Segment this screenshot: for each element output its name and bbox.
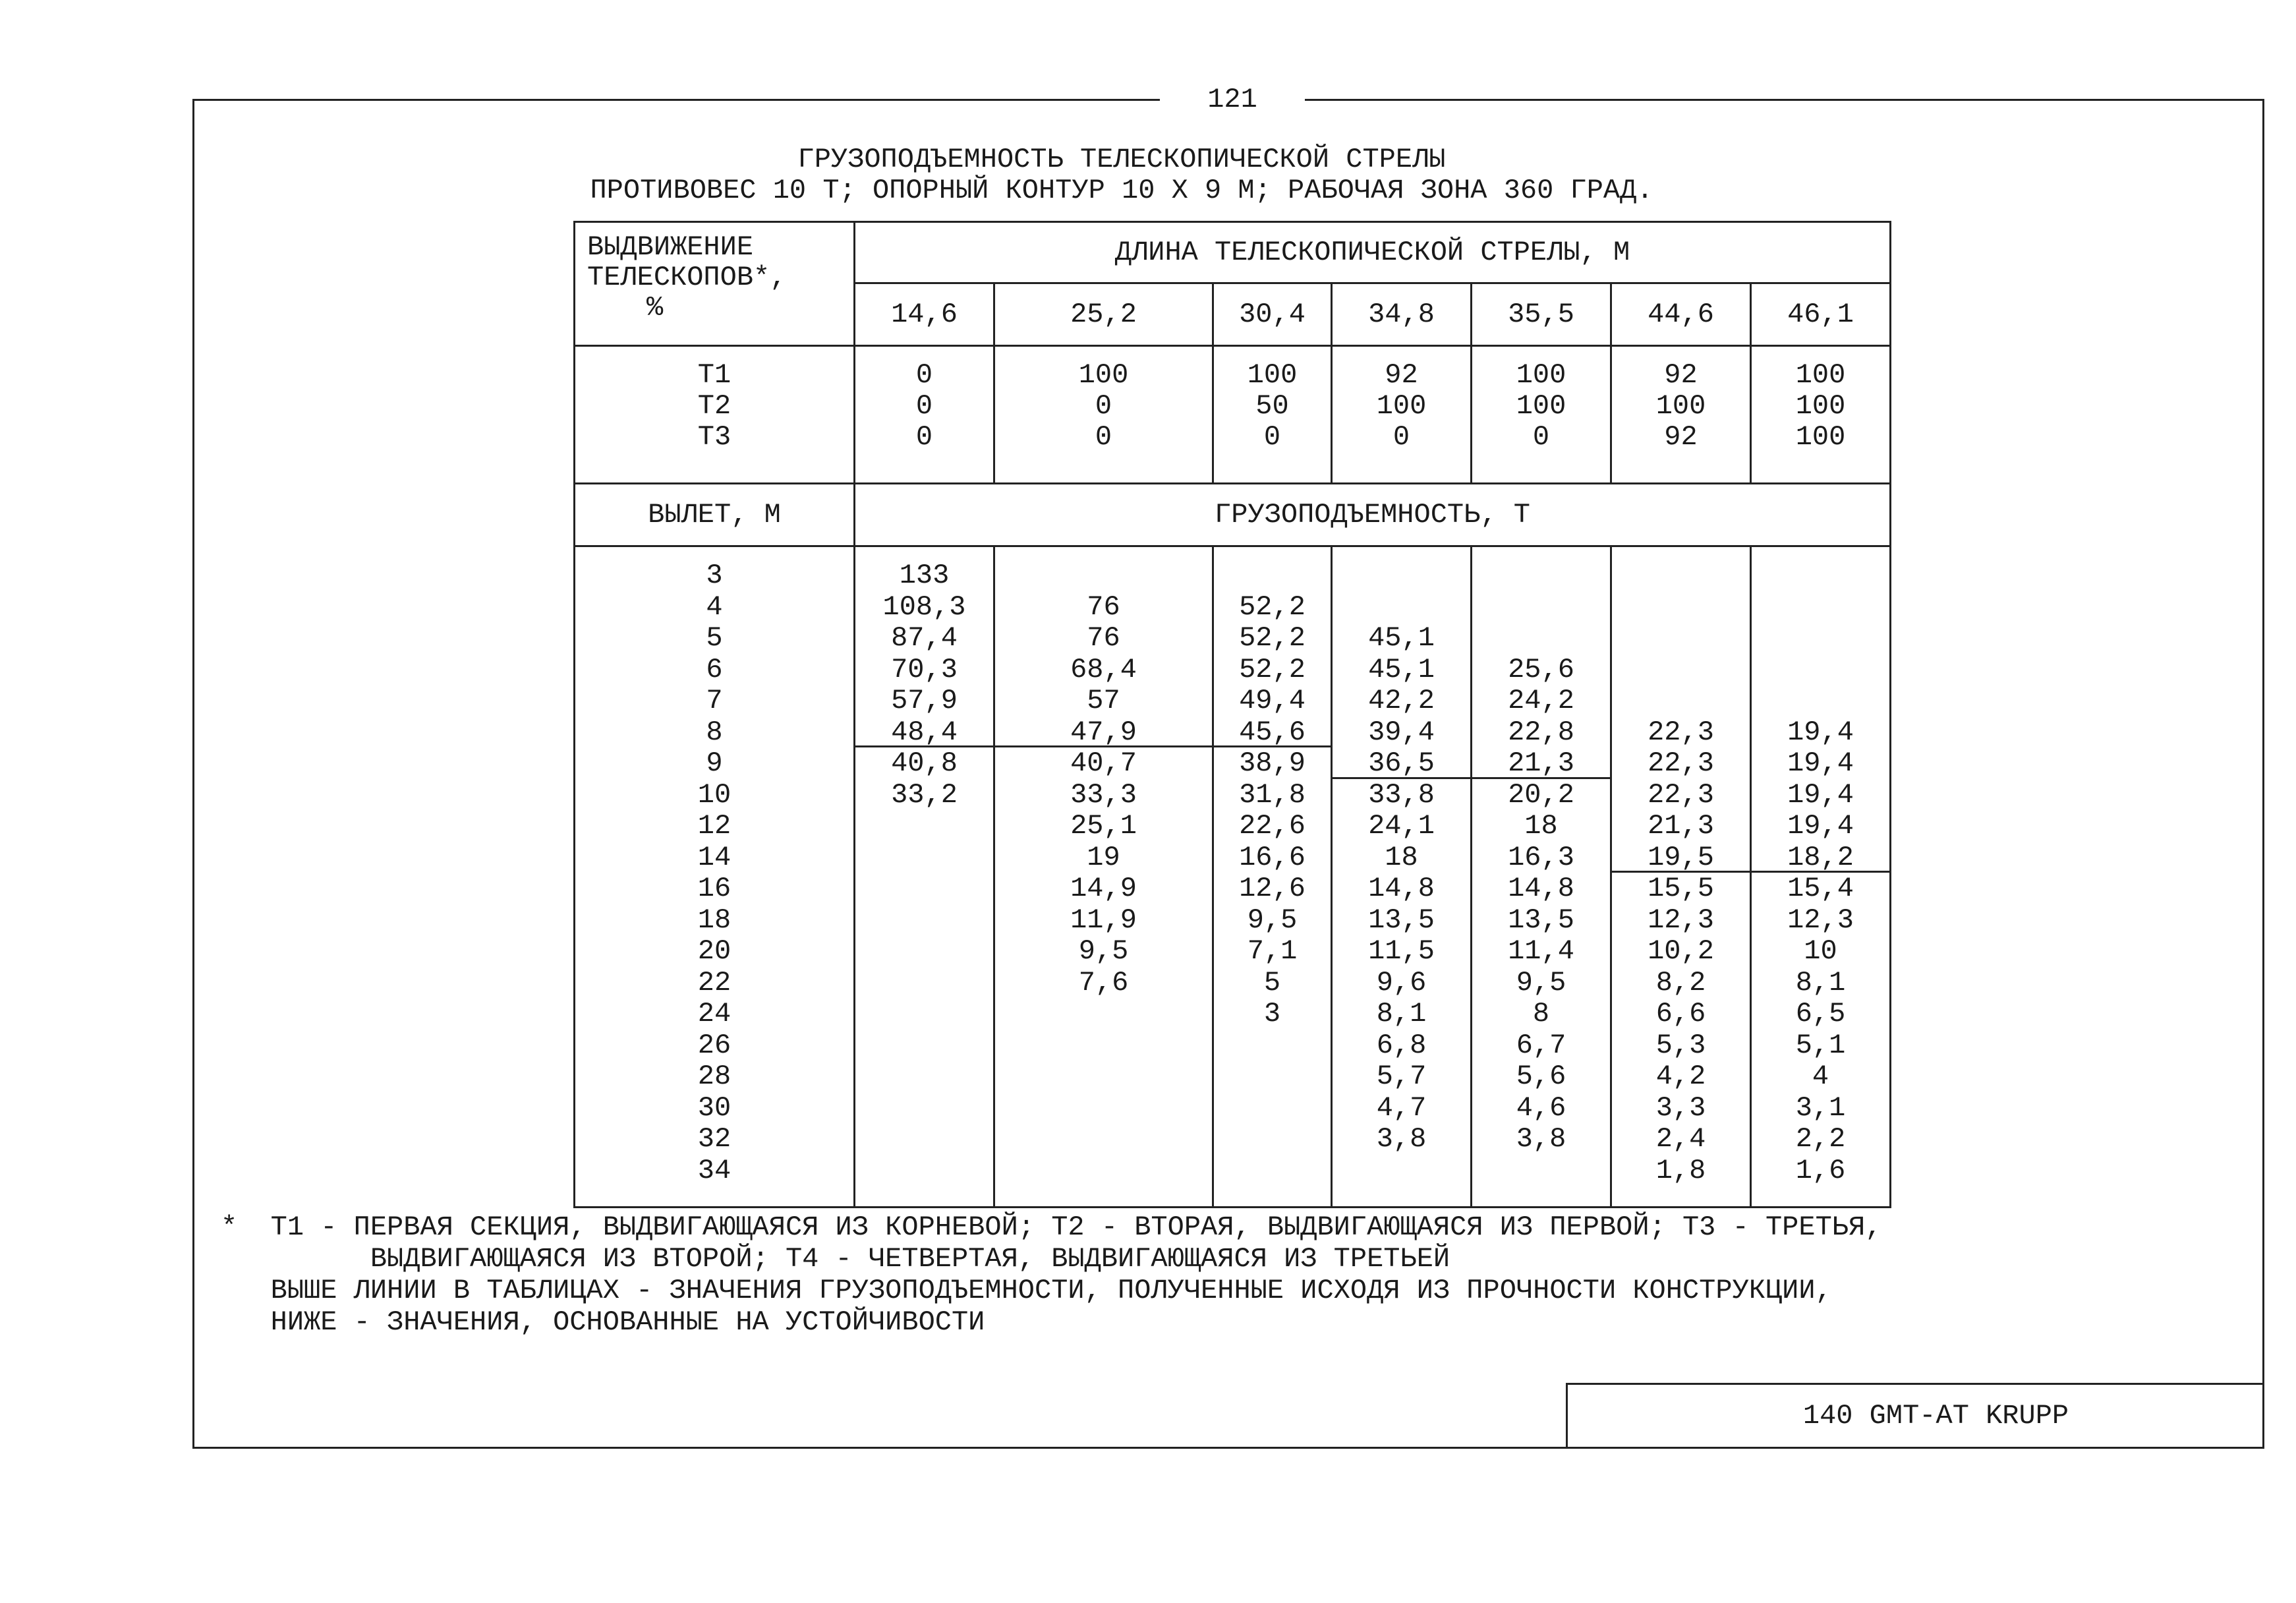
radius-value: 6 — [706, 653, 723, 685]
capacity-value: 22,3 — [1648, 747, 1714, 779]
capacity-column — [1332, 546, 1472, 1208]
capacity-value: 21,3 — [1648, 810, 1714, 842]
load-capacity-table — [573, 221, 1891, 1208]
capacity-value: 16,6 — [1239, 841, 1306, 873]
footnote-line: ВЫШЕ ЛИНИИ В ТАБЛИЦАХ - ЗНАЧЕНИЯ ГРУЗОПОДЪЕМНОСТИ, ПОЛУЧЕННЫЕ ИСХОДЯ ИЗ ПРОЧНОСТИ КОНСТРУКЦИИ, — [221, 1275, 1832, 1306]
capacity-value: 5,3 — [1655, 1029, 1706, 1061]
extension-header — [575, 222, 855, 346]
capacity-value: 38,9 — [1239, 747, 1306, 779]
radius-value: 8 — [706, 716, 723, 748]
capacity-value: 3,3 — [1655, 1092, 1706, 1124]
capacity-value: 25,1 — [1070, 810, 1137, 842]
extension-value: 100 — [1078, 359, 1129, 391]
capacity-value: 3,8 — [1516, 1123, 1566, 1155]
capacity-value: 5 — [1263, 966, 1281, 999]
strength-stability-line — [1214, 745, 1331, 747]
boom-length-header: ДЛИНА ТЕЛЕСКОПИЧЕСКОЙ СТРЕЛЫ, М — [855, 222, 1891, 283]
extension-value: 0 — [1095, 390, 1112, 422]
capacity-value: 18,2 — [1787, 841, 1854, 873]
capacity-value: 8,1 — [1376, 998, 1427, 1030]
table-title: ГРУЗОПОДЪЕМНОСТЬ ТЕЛЕСКОПИЧЕСКОЙ СТРЕЛЫ — [797, 144, 1446, 175]
capacity-value: 8,2 — [1655, 966, 1706, 999]
capacity-value: 8 — [1532, 998, 1550, 1030]
capacity-value: 19,5 — [1648, 841, 1714, 873]
strength-stability-line — [855, 745, 993, 747]
capacity-value: 4,7 — [1376, 1092, 1427, 1124]
extension-value: 0 — [915, 359, 933, 391]
extension-value: 100 — [1795, 359, 1846, 391]
footnote-line: НИЖЕ - ЗНАЧЕНИЯ, ОСНОВАННЫЕ НА УСТОЙЧИВОСТИ — [221, 1306, 985, 1338]
document-stamp: 140 GMT-AT KRUPP — [1566, 1383, 2264, 1449]
capacity-column — [855, 546, 994, 1208]
radius-value: 22 — [697, 966, 732, 999]
capacity-value: 76 — [1087, 591, 1120, 623]
capacity-value: 4,6 — [1516, 1092, 1566, 1124]
telescope-label: Т2 — [697, 390, 732, 422]
strength-stability-line — [1333, 777, 1470, 779]
capacity-value: 18 — [1524, 810, 1558, 842]
extension-value: 0 — [1095, 421, 1112, 453]
radius-column — [575, 546, 855, 1208]
strength-stability-line — [1472, 777, 1610, 779]
footnote-line: * Т1 - ПЕРВАЯ СЕКЦИЯ, ВЫДВИГАЮЩАЯСЯ ИЗ КОРНЕВОЙ; Т2 - ВТОРАЯ, ВЫДВИГАЮЩАЯСЯ ИЗ ПЕРВОЙ; Т3 - ТРЕТЬЯ, — [221, 1211, 1882, 1243]
capacity-value: 11,9 — [1070, 904, 1137, 936]
footnote-line: ВЫДВИГАЮЩАЯСЯ ИЗ ВТОРОЙ; Т4 - ЧЕТВЕРТАЯ, ВЫДВИГАЮЩАЯСЯ ИЗ ТРЕТЬЕЙ — [221, 1243, 1450, 1275]
boom-length-cell: 30,4 — [1213, 283, 1332, 346]
radius-value: 18 — [697, 904, 732, 936]
capacity-value: 9,5 — [1078, 935, 1129, 967]
extension-cell — [1213, 346, 1332, 484]
capacity-value: 5,1 — [1795, 1029, 1846, 1061]
capacity-value: 1,8 — [1655, 1154, 1706, 1186]
capacity-value: 40,8 — [891, 747, 958, 779]
capacity-value: 57,9 — [891, 685, 958, 716]
capacity-column — [1213, 546, 1332, 1208]
capacity-value: 24,1 — [1368, 810, 1435, 842]
capacity-column — [994, 546, 1213, 1208]
extension-value: 100 — [1655, 390, 1706, 422]
capacity-value: 52,2 — [1239, 622, 1306, 654]
strength-stability-line — [995, 745, 1212, 747]
capacity-value: 14,9 — [1070, 873, 1137, 904]
extension-value: 0 — [1392, 421, 1410, 453]
capacity-value: 19,4 — [1787, 716, 1854, 748]
capacity-value: 22,8 — [1508, 716, 1574, 748]
capacity-value: 25,6 — [1508, 653, 1574, 685]
extension-value: 92 — [1664, 421, 1698, 453]
capacity-column — [1611, 546, 1751, 1208]
radius-value: 26 — [697, 1029, 732, 1061]
radius-value: 9 — [706, 747, 723, 779]
extension-value: 0 — [1263, 421, 1281, 453]
footnotes — [221, 1211, 1881, 1338]
page-number: 121 — [1160, 80, 1305, 119]
capacity-value: 13,5 — [1508, 904, 1574, 936]
radius-value: 10 — [697, 778, 732, 811]
radius-value: 30 — [697, 1092, 732, 1124]
extension-cell — [1611, 346, 1751, 484]
capacity-value: 18 — [1385, 841, 1418, 873]
capacity-value: 31,8 — [1239, 778, 1306, 811]
capacity-value: 22,6 — [1239, 810, 1306, 842]
boom-length-cell: 44,6 — [1611, 283, 1751, 346]
capacity-value: 20,2 — [1508, 778, 1574, 811]
capacity-value: 12,3 — [1648, 904, 1714, 936]
capacity-value: 9,5 — [1516, 966, 1566, 999]
extension-value: 0 — [915, 390, 933, 422]
capacity-value: 6,8 — [1376, 1029, 1427, 1061]
radius-value: 4 — [706, 591, 723, 623]
radius-value: 20 — [697, 935, 732, 967]
extension-header-line: % — [646, 292, 664, 324]
extension-value: 100 — [1247, 359, 1298, 391]
strength-stability-line — [1612, 871, 1750, 873]
capacity-value: 4 — [1812, 1061, 1829, 1092]
capacity-value: 8,1 — [1795, 966, 1846, 999]
capacity-column — [1472, 546, 1611, 1208]
boom-length-cell: 46,1 — [1751, 283, 1891, 346]
capacity-value: 133 — [899, 560, 950, 591]
radius-value: 3 — [706, 560, 723, 591]
capacity-value: 40,7 — [1070, 747, 1137, 779]
radius-value: 24 — [697, 998, 732, 1030]
capacity-value: 33,8 — [1368, 778, 1435, 811]
capacity-column — [1751, 546, 1891, 1208]
capacity-value: 87,4 — [891, 622, 958, 654]
capacity-value: 47,9 — [1070, 716, 1137, 748]
capacity-value: 19 — [1087, 841, 1120, 873]
telescope-label: Т3 — [697, 421, 732, 453]
capacity-value: 19,4 — [1787, 747, 1854, 779]
radius-value: 32 — [697, 1123, 732, 1155]
telescope-label: Т1 — [697, 359, 732, 391]
capacity-value: 3,8 — [1376, 1123, 1427, 1155]
radius-value: 34 — [697, 1154, 732, 1186]
capacity-value: 19,4 — [1787, 778, 1854, 811]
capacity-value: 10 — [1804, 935, 1837, 967]
extension-value: 100 — [1516, 390, 1566, 422]
capacity-value: 7,1 — [1247, 935, 1298, 967]
capacity-value: 68,4 — [1070, 653, 1137, 685]
capacity-value: 11,5 — [1368, 935, 1435, 967]
capacity-value: 33,3 — [1070, 778, 1137, 811]
extension-value: 0 — [915, 421, 933, 453]
extension-header-line: ТЕЛЕСКОПОВ*, — [587, 262, 787, 293]
capacity-value: 108,3 — [882, 591, 966, 623]
capacity-value: 10,2 — [1648, 935, 1714, 967]
extension-cell — [1751, 346, 1891, 484]
boom-length-cell: 35,5 — [1472, 283, 1611, 346]
extension-cell — [1472, 346, 1611, 484]
radius-value: 5 — [706, 622, 723, 654]
capacity-value: 49,4 — [1239, 685, 1306, 716]
capacity-value: 1,6 — [1795, 1154, 1846, 1186]
capacity-value: 14,8 — [1508, 873, 1574, 904]
capacity-value: 76 — [1087, 622, 1120, 654]
capacity-value: 11,4 — [1508, 935, 1574, 967]
radius-value: 12 — [697, 810, 732, 842]
extension-cell — [1332, 346, 1472, 484]
radius-value: 7 — [706, 685, 723, 716]
capacity-value: 19,4 — [1787, 810, 1854, 842]
capacity-value: 5,6 — [1516, 1061, 1566, 1092]
capacity-value: 6,6 — [1655, 998, 1706, 1030]
extension-value: 100 — [1795, 421, 1846, 453]
extension-value: 50 — [1255, 390, 1289, 422]
capacity-value: 57 — [1087, 685, 1120, 716]
extension-value: 0 — [1532, 421, 1550, 453]
capacity-value: 3,1 — [1795, 1092, 1846, 1124]
capacity-value: 70,3 — [891, 653, 958, 685]
capacity-value: 22,3 — [1648, 778, 1714, 811]
extension-cell — [855, 346, 994, 484]
capacity-value: 33,2 — [891, 778, 958, 811]
capacity-value: 42,2 — [1368, 685, 1435, 716]
capacity-value: 15,5 — [1648, 873, 1714, 904]
extension-header-line: ВЫДВИЖЕНИЕ — [587, 231, 754, 263]
capacity-value: 7,6 — [1078, 966, 1129, 999]
radius-value: 28 — [697, 1061, 732, 1092]
boom-length-cell: 14,6 — [855, 283, 994, 346]
capacity-value: 6,7 — [1516, 1029, 1566, 1061]
boom-length-cell: 34,8 — [1332, 283, 1472, 346]
capacity-value: 9,5 — [1247, 904, 1298, 936]
capacity-header: ГРУЗОПОДЪЕМНОСТЬ, Т — [855, 484, 1891, 546]
capacity-value: 45,1 — [1368, 653, 1435, 685]
capacity-value: 52,2 — [1239, 591, 1306, 623]
extension-value: 92 — [1385, 359, 1418, 391]
capacity-value: 6,5 — [1795, 998, 1846, 1030]
capacity-value: 24,2 — [1508, 685, 1574, 716]
telescope-labels — [575, 346, 855, 484]
capacity-value: 45,6 — [1239, 716, 1306, 748]
radius-value: 16 — [697, 873, 732, 904]
extension-cell — [994, 346, 1213, 484]
extension-value: 100 — [1516, 359, 1566, 391]
table-subtitle: ПРОТИВОВЕС 10 Т; ОПОРНЫЙ КОНТУР 10 Х 9 М; РАБОЧАЯ ЗОНА 360 ГРАД. — [590, 175, 1653, 206]
extension-value: 100 — [1795, 390, 1846, 422]
capacity-value: 4,2 — [1655, 1061, 1706, 1092]
boom-length-cell: 25,2 — [994, 283, 1213, 346]
capacity-value: 15,4 — [1787, 873, 1854, 904]
radius-value: 14 — [697, 841, 732, 873]
capacity-value: 9,6 — [1376, 966, 1427, 999]
capacity-value: 12,3 — [1787, 904, 1854, 936]
capacity-value: 39,4 — [1368, 716, 1435, 748]
capacity-value: 14,8 — [1368, 873, 1435, 904]
capacity-value: 16,3 — [1508, 841, 1574, 873]
capacity-value: 21,3 — [1508, 747, 1574, 779]
capacity-value: 13,5 — [1368, 904, 1435, 936]
extension-value: 100 — [1376, 390, 1427, 422]
strength-stability-line — [1752, 871, 1889, 873]
capacity-value: 3 — [1263, 998, 1281, 1030]
capacity-value: 12,6 — [1239, 873, 1306, 904]
capacity-value: 5,7 — [1376, 1061, 1427, 1092]
capacity-value: 48,4 — [891, 716, 958, 748]
capacity-value: 36,5 — [1368, 747, 1435, 779]
capacity-value: 2,4 — [1655, 1123, 1706, 1155]
capacity-value: 22,3 — [1648, 716, 1714, 748]
radius-header: ВЫЛЕТ, М — [575, 484, 855, 546]
capacity-value: 45,1 — [1368, 622, 1435, 654]
capacity-value: 2,2 — [1795, 1123, 1846, 1155]
extension-value: 92 — [1664, 359, 1698, 391]
capacity-value: 52,2 — [1239, 653, 1306, 685]
